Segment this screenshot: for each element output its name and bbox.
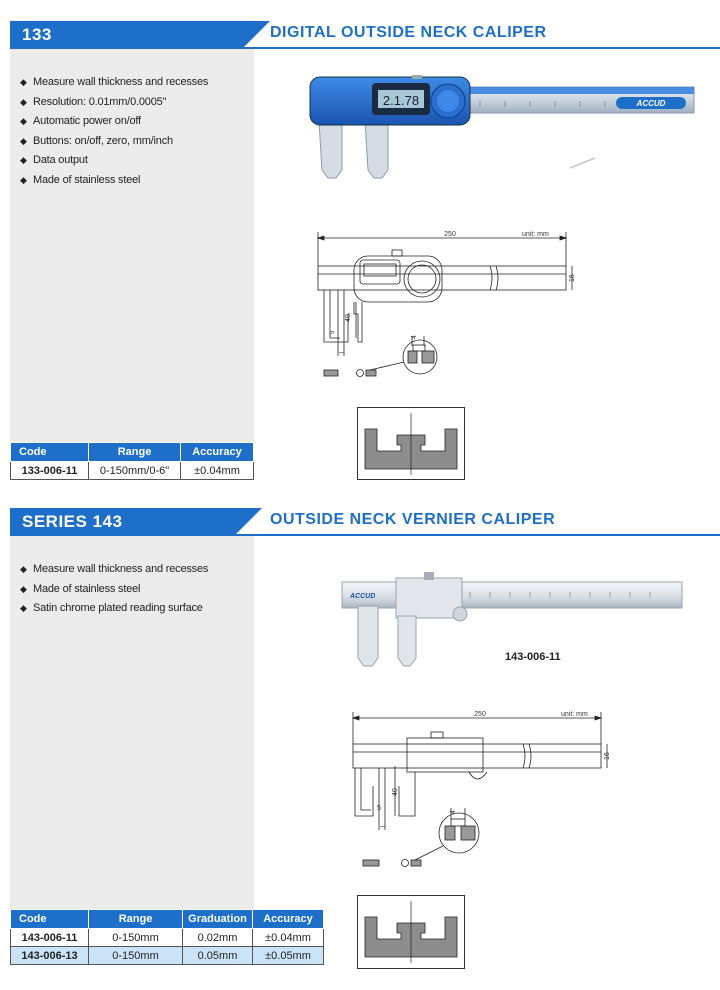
bullet-icon: ◆ — [20, 116, 27, 127]
col-graduation: Graduation — [183, 910, 253, 929]
col-accuracy: Accuracy — [253, 910, 324, 929]
feature-list — [10, 49, 254, 191]
feature-list — [10, 536, 254, 619]
unit-label: unit: mm — [522, 231, 549, 238]
section-header-133 — [0, 19, 720, 49]
dimension-tip: 4 — [450, 810, 457, 814]
bullet-icon: ◆ — [20, 603, 27, 614]
dimension-step: 5 — [377, 805, 381, 812]
unit-label: unit: mm — [561, 711, 588, 718]
bullet-icon: ◆ — [20, 155, 27, 166]
product-title: OUTSIDE NECK VERNIER CALIPER — [270, 511, 556, 528]
bullet-icon: ◆ — [20, 96, 27, 107]
col-code: Code — [11, 910, 89, 929]
feature-panel — [10, 536, 254, 909]
dimension-depth: 40 — [392, 788, 399, 796]
dimension-depth: 40 — [345, 314, 352, 322]
feature-item: ◆ Automatic power on/off — [20, 112, 254, 132]
dimension-step: 5 — [330, 330, 336, 334]
feature-item: ◆ Made of stainless steel — [20, 580, 254, 600]
brand-logo: ACCUD — [350, 593, 376, 600]
brand-logo: ACCUD — [636, 99, 666, 108]
bullet-icon: ◆ — [20, 174, 27, 185]
feature-item: ◆ Resolution: 0.01mm/0.0005" — [20, 93, 254, 113]
dimension-tipwidth: 1 — [381, 824, 387, 828]
table-row: 143-006-11 0-150mm 0.02mm ±0.04mm — [11, 929, 324, 947]
section-header-143 — [0, 506, 720, 536]
feature-item: ◆ Measure wall thickness and recesses — [20, 73, 254, 93]
spec-table-143 — [10, 909, 324, 965]
bullet-icon: ◆ — [20, 564, 27, 574]
model-number: 143-006-11 — [505, 651, 561, 663]
digital-caliper-photo — [300, 75, 710, 190]
jaw-detail-133 — [357, 407, 465, 480]
feature-item: ◆ Made of stainless steel — [20, 171, 254, 191]
dimension-height: 16 — [604, 752, 611, 760]
dimension-tipwidth: 1 — [340, 350, 346, 354]
col-range: Range — [89, 910, 183, 929]
bullet-icon: ◆ — [20, 135, 27, 146]
feature-item: ◆ Satin chrome plated reading surface — [20, 599, 254, 619]
dimension-height: 16 — [569, 274, 576, 282]
table-header-row — [11, 910, 324, 929]
dimension-length: 250 — [474, 711, 486, 718]
dimension-length: 250 — [444, 231, 456, 238]
jaw-detail-143 — [357, 895, 465, 969]
table-header-row — [11, 443, 254, 462]
bullet-icon: ◆ — [20, 583, 27, 594]
technical-drawing-133 — [310, 226, 580, 386]
col-range: Range — [89, 443, 181, 462]
spec-table-133 — [10, 442, 254, 480]
col-accuracy: Accuracy — [181, 443, 254, 462]
table-row: 143-006-13 0-150mm 0.05mm ±0.05mm — [11, 947, 324, 965]
bullet-icon: ◆ — [20, 77, 27, 87]
col-code: Code — [11, 443, 89, 462]
feature-item: ◆ Measure wall thickness and recesses — [20, 560, 254, 580]
technical-drawing-143 — [345, 706, 620, 876]
product-title: DIGITAL OUTSIDE NECK CALIPER — [270, 24, 547, 41]
feature-panel — [10, 49, 254, 442]
lcd-readout: 2.1.78 — [382, 93, 420, 108]
dimension-tip: 4 — [411, 335, 418, 339]
section-tab: SERIES 143 — [10, 508, 234, 536]
table-row: 133-006-11 0-150mm/0-6" ±0.04mm — [11, 462, 254, 480]
feature-item: ◆ Data output — [20, 151, 254, 171]
feature-item: ◆ Buttons: on/off, zero, mm/inch — [20, 132, 254, 152]
section-tab: 133 — [10, 21, 242, 49]
